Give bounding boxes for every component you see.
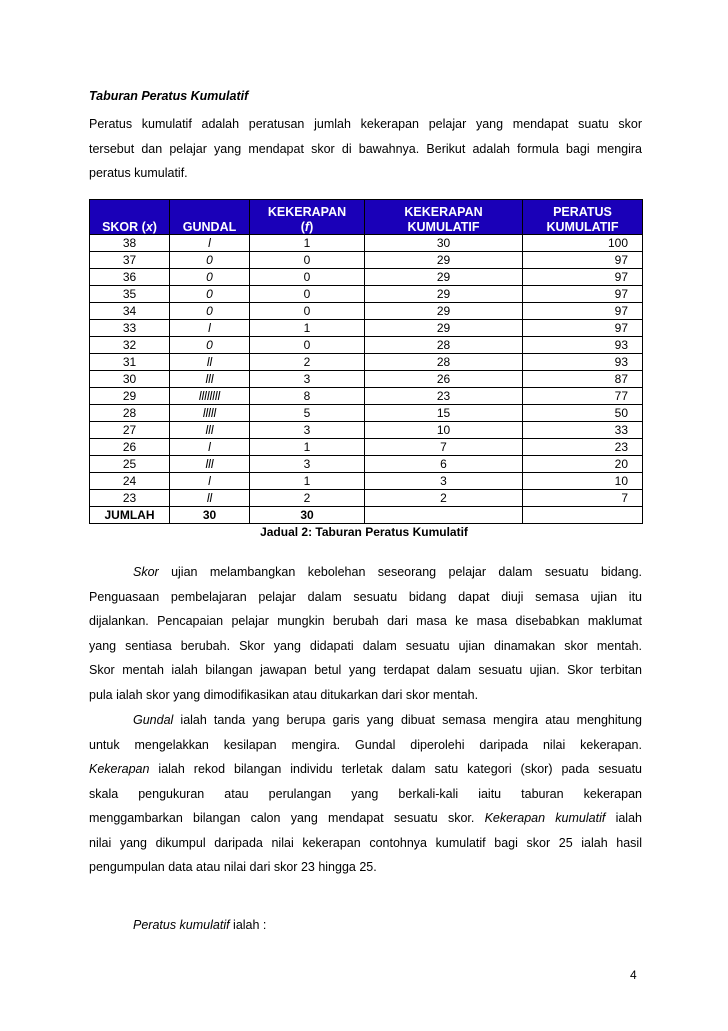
cell-kekerapan-kumulatif: 29 xyxy=(365,269,523,286)
table-row xyxy=(90,320,643,337)
peratus-kumulatif-line: Peratus kumulatif ialah : xyxy=(133,918,267,932)
intro-line: Peratus kumulatif adalah peratusan jumlah kekerapan pelajar yang mendapat suatu skor xyxy=(89,117,642,131)
table-row xyxy=(90,303,643,320)
table-row xyxy=(90,456,643,473)
cell-peratus-kumulatif: 97 xyxy=(523,252,643,269)
paragraph-line: yang sentiasa berubah. Skor yang didapati dalam sesuatu ujian dinamakan skor mentah. xyxy=(89,638,642,653)
cell-total-kekerapan: 30 xyxy=(250,507,365,524)
cumulative-percentage-table xyxy=(89,199,643,524)
paragraph-line: Skor ujian melambangkan kebolehan seseorang pelajar dalam sesuatu bidang. xyxy=(133,565,642,579)
cell-kekerapan: 1 xyxy=(250,235,365,252)
cell-peratus-kumulatif: 33 xyxy=(523,422,643,439)
cell-skor: 28 xyxy=(90,405,170,422)
intro-line: tersebut dan pelajar yang mendapat skor di bawahnya. Berikut adalah formula bagi mengira xyxy=(89,141,642,156)
paragraph-line: Kekerapan ialah rekod bilangan individu terletak dalam satu kategori (skor) pada sesuatu xyxy=(89,762,642,776)
cell-gundal: l xyxy=(170,320,250,337)
cell-skor: 25 xyxy=(90,456,170,473)
paragraph-line: Penguasaan pembelajaran pelajar dalam sesuatu bidang dapat diuji semasa ujian itu xyxy=(89,589,642,604)
cell-peratus-kumulatif: 77 xyxy=(523,388,643,405)
cell-total-kk xyxy=(365,507,523,524)
cell-skor: 33 xyxy=(90,320,170,337)
table-row xyxy=(90,269,643,286)
cell-peratus-kumulatif: 93 xyxy=(523,354,643,371)
cell-skor: 38 xyxy=(90,235,170,252)
cell-skor: 29 xyxy=(90,388,170,405)
cell-gundal: ll xyxy=(170,490,250,507)
cell-kekerapan: 3 xyxy=(250,422,365,439)
cell-gundal: 0 xyxy=(170,337,250,354)
cell-gundal: lll xyxy=(170,422,250,439)
page-number: 4 xyxy=(630,968,637,982)
cell-kekerapan: 0 xyxy=(250,269,365,286)
section-title: Taburan Peratus Kumulatif xyxy=(89,89,249,103)
cell-gundal: ll xyxy=(170,354,250,371)
cell-peratus-kumulatif: 20 xyxy=(523,456,643,473)
cell-gundal: lllll xyxy=(170,405,250,422)
cell-peratus-kumulatif: 97 xyxy=(523,303,643,320)
paragraph-line: untuk mengelakkan kesilapan mengira. Gundal diperolehi daripada nilai kekerapan. xyxy=(89,737,642,752)
paragraph-line: Gundal ialah tanda yang berupa garis yang dibuat semasa mengira atau menghitung xyxy=(133,713,642,727)
cell-gundal: 0 xyxy=(170,252,250,269)
table-row xyxy=(90,422,643,439)
skor-paragraph xyxy=(89,560,642,707)
cell-peratus-kumulatif: 7 xyxy=(523,490,643,507)
table-row xyxy=(90,235,643,252)
cell-kekerapan-kumulatif: 29 xyxy=(365,303,523,320)
cell-kekerapan: 2 xyxy=(250,490,365,507)
cell-skor: 26 xyxy=(90,439,170,456)
gundal-paragraph xyxy=(89,708,642,880)
cell-kekerapan-kumulatif: 10 xyxy=(365,422,523,439)
cell-peratus-kumulatif: 100 xyxy=(523,235,643,252)
cell-gundal: lll xyxy=(170,456,250,473)
cell-skor: 27 xyxy=(90,422,170,439)
cell-skor: 32 xyxy=(90,337,170,354)
cell-kekerapan-kumulatif: 2 xyxy=(365,490,523,507)
cell-skor: 31 xyxy=(90,354,170,371)
paragraph-line: menggambarkan bilangan calon yang mendapat sesuatu skor. Kekerapan kumulatif ialah xyxy=(89,811,642,825)
table-row xyxy=(90,337,643,354)
header-skor: SKOR (x) xyxy=(90,200,170,235)
table-header-row xyxy=(90,200,643,235)
cell-skor: 24 xyxy=(90,473,170,490)
cell-skor: 30 xyxy=(90,371,170,388)
cell-skor: 37 xyxy=(90,252,170,269)
cell-kekerapan: 3 xyxy=(250,371,365,388)
intro-line: peratus kumulatif. xyxy=(89,166,188,180)
cell-gundal: lll xyxy=(170,371,250,388)
cell-kekerapan-kumulatif: 29 xyxy=(365,252,523,269)
table-row xyxy=(90,286,643,303)
cell-total-label: JUMLAH xyxy=(90,507,170,524)
table-row xyxy=(90,371,643,388)
cell-kekerapan-kumulatif: 26 xyxy=(365,371,523,388)
cell-kekerapan-kumulatif: 30 xyxy=(365,235,523,252)
cell-skor: 36 xyxy=(90,269,170,286)
cell-peratus-kumulatif: 97 xyxy=(523,269,643,286)
table-row xyxy=(90,473,643,490)
paragraph-line: nilai yang dikumpul daripada nilai kekerapan contohnya kumulatif bagi skor 25 ialah hasil xyxy=(89,835,642,850)
cell-peratus-kumulatif: 10 xyxy=(523,473,643,490)
cell-kekerapan: 5 xyxy=(250,405,365,422)
cell-kekerapan: 1 xyxy=(250,473,365,490)
table-total-row xyxy=(90,507,643,524)
cell-kekerapan-kumulatif: 3 xyxy=(365,473,523,490)
paragraph-line: pengumpulan data atau nilai dari skor 23 hingga 25. xyxy=(89,860,377,874)
cell-kekerapan: 0 xyxy=(250,252,365,269)
cell-skor: 35 xyxy=(90,286,170,303)
cell-gundal: l xyxy=(170,235,250,252)
paragraph-line: skala pengukuran atau perulangan yang berkali-kali iaitu taburan kekerapan xyxy=(89,786,642,801)
cell-kekerapan-kumulatif: 28 xyxy=(365,337,523,354)
cell-kekerapan-kumulatif: 7 xyxy=(365,439,523,456)
cell-peratus-kumulatif: 50 xyxy=(523,405,643,422)
cell-kekerapan-kumulatif: 29 xyxy=(365,286,523,303)
cell-kekerapan: 0 xyxy=(250,303,365,320)
cell-kekerapan: 0 xyxy=(250,286,365,303)
cell-kekerapan: 3 xyxy=(250,456,365,473)
cell-total-pk xyxy=(523,507,643,524)
cell-peratus-kumulatif: 93 xyxy=(523,337,643,354)
cell-kekerapan-kumulatif: 23 xyxy=(365,388,523,405)
header-peratus-kumulatif: PERATUS KUMULATIF xyxy=(523,200,643,235)
cell-gundal: l xyxy=(170,473,250,490)
cell-kekerapan: 0 xyxy=(250,337,365,354)
header-kekerapan: KEKERAPAN (f) xyxy=(250,200,365,235)
table-row xyxy=(90,388,643,405)
table-row xyxy=(90,252,643,269)
cell-kekerapan-kumulatif: 29 xyxy=(365,320,523,337)
table-caption: Jadual 2: Taburan Peratus Kumulatif xyxy=(260,525,468,539)
cell-gundal: 0 xyxy=(170,269,250,286)
cell-kekerapan-kumulatif: 15 xyxy=(365,405,523,422)
cell-total-gundal: 30 xyxy=(170,507,250,524)
cell-kekerapan: 8 xyxy=(250,388,365,405)
cell-peratus-kumulatif: 87 xyxy=(523,371,643,388)
cell-kekerapan-kumulatif: 28 xyxy=(365,354,523,371)
table-row xyxy=(90,354,643,371)
header-kekerapan-kumulatif: KEKERAPAN KUMULATIF xyxy=(365,200,523,235)
table-row xyxy=(90,439,643,456)
table-row xyxy=(90,490,643,507)
cell-peratus-kumulatif: 97 xyxy=(523,286,643,303)
cell-kekerapan: 2 xyxy=(250,354,365,371)
cell-gundal: 0 xyxy=(170,286,250,303)
paragraph-line: Skor mentah ialah bilangan jawapan betul yang terdapat dalam sesuatu ujian. Skor terbitan xyxy=(89,663,642,677)
table-row xyxy=(90,405,643,422)
paragraph-line: dijalankan. Pencapaian pelajar mungkin berubah dari masa ke masa disebabkan maklumat xyxy=(89,614,642,628)
header-gundal: GUNDAL xyxy=(170,200,250,235)
cell-peratus-kumulatif: 97 xyxy=(523,320,643,337)
paragraph-line: pula ialah skor yang dimodifikasikan atau ditukarkan dari skor mentah. xyxy=(89,687,479,702)
cell-kekerapan: 1 xyxy=(250,320,365,337)
cell-kekerapan-kumulatif: 6 xyxy=(365,456,523,473)
cell-gundal: llllllll xyxy=(170,388,250,405)
cell-peratus-kumulatif: 23 xyxy=(523,439,643,456)
cell-skor: 34 xyxy=(90,303,170,320)
cell-gundal: 0 xyxy=(170,303,250,320)
cell-skor: 23 xyxy=(90,490,170,507)
cell-kekerapan: 1 xyxy=(250,439,365,456)
intro-paragraph xyxy=(89,112,642,186)
cell-gundal: l xyxy=(170,439,250,456)
